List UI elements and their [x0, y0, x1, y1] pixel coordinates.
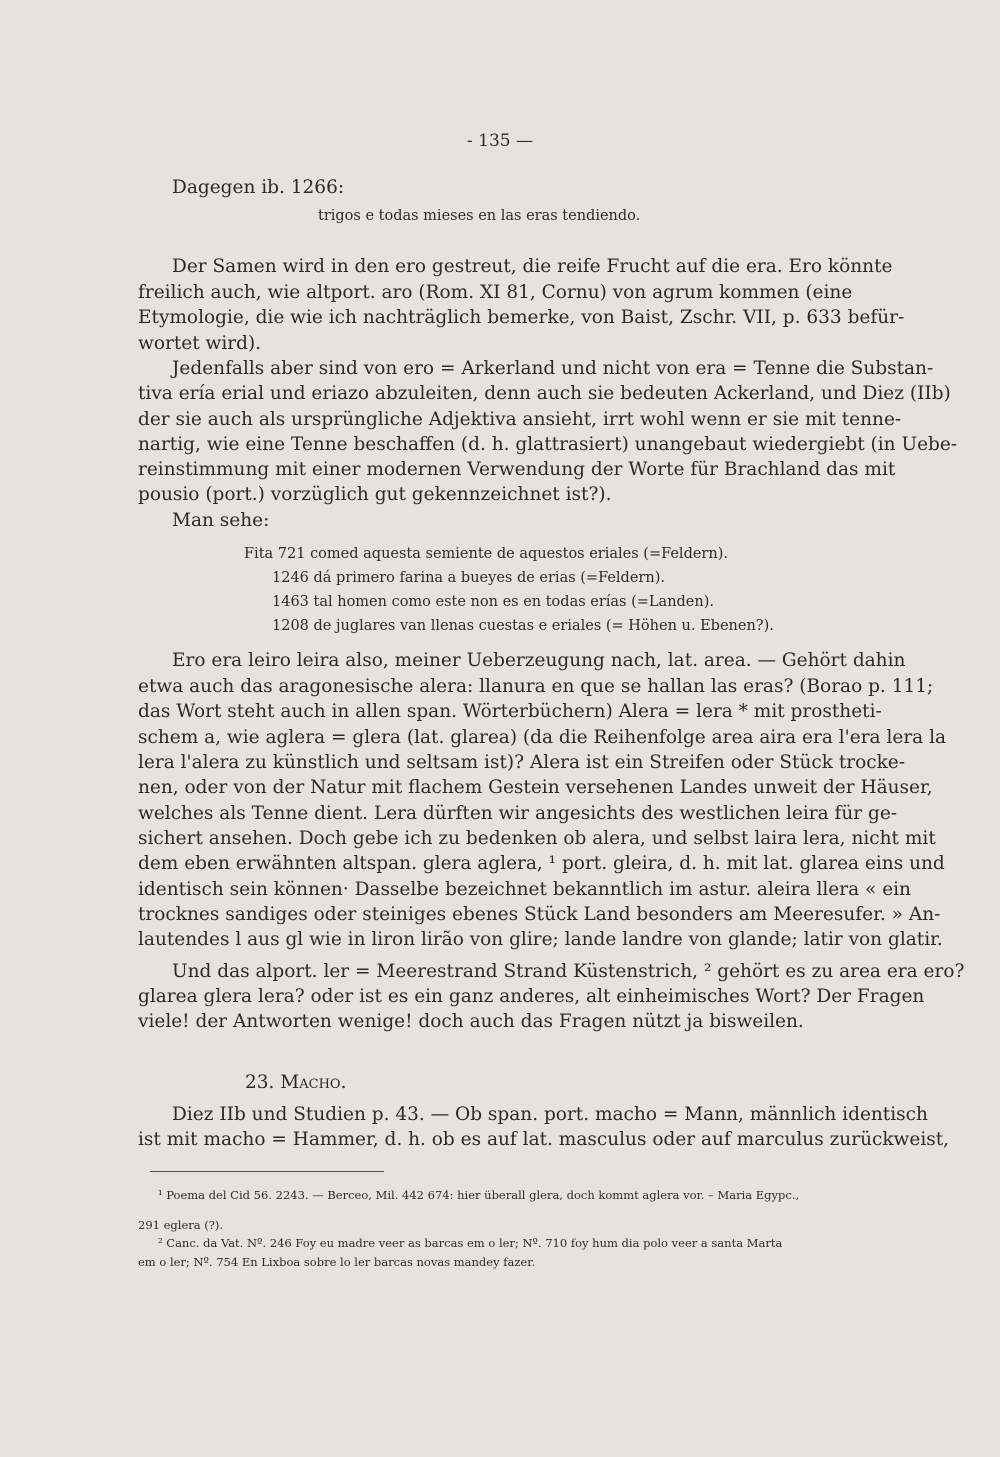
paragraph-line: schem a, wie aglera = glera (lat. glarea) (da die Reihenfolge area aira era l'era lera la: [138, 727, 947, 748]
paragraph-line: glarea glera lera? oder ist es ein ganz anderes, alt einheimisches Wort? Der Fragen: [138, 986, 925, 1007]
paragraph-line: tiva ería erial und eriazo abzuleiten, denn auch sie bedeuten Ackerland, und Diez (IIb): [138, 383, 951, 404]
paragraph-line: sichert ansehen. Doch gebe ich zu bedenken ob alera, und selbst laira lera, nicht mit: [138, 828, 936, 849]
citation-line: 1208 de juglares van llenas cuestas e eriales (= Höhen u. Ebenen?).: [272, 618, 774, 634]
section-heading: 23. Macho.: [245, 1072, 347, 1093]
paragraph-line: dem eben erwähnten altspan. glera aglera, ¹ port. gleira, d. h. mit lat. glarea eins und: [138, 853, 945, 874]
paragraph-line: freilich auch, wie altport. aro (Rom. XI 81, Cornu) von agrum kommen (eine: [138, 282, 853, 303]
page-number: - 135 —: [467, 131, 533, 151]
header-line: Dagegen ib. 1266:: [172, 177, 345, 198]
footnote-line: em o ler; Nº. 754 En Lixboa sobre lo ler barcas novas mandey fazer.: [138, 1255, 536, 1269]
paragraph-line: Ero era leiro leira also, meiner Ueberzeugung nach, lat. area. — Gehört dahin: [172, 650, 906, 671]
paragraph-line: das Wort steht auch in allen span. Wörterbüchern) Alera = lera * mit prostheti-: [138, 701, 882, 722]
paragraph-line: nartig, wie eine Tenne beschaffen (d. h. glattrasiert) unangebaut wiedergiebt (in Uebe-: [138, 434, 958, 455]
paragraph-line: trocknes sandiges oder steiniges ebenes Stück Land besonders am Meeresufer. » An-: [138, 904, 941, 925]
paragraph-line: wortet wird).: [138, 333, 262, 354]
paragraph-line: identisch sein können· Dasselbe bezeichnet bekanntlich im astur. aleira llera « ein: [138, 879, 911, 900]
footnote-rule: [150, 1171, 384, 1172]
paragraph-line: Etymologie, die wie ich nachträglich bemerke, von Baist, Zschr. VII, p. 633 befür-: [138, 307, 905, 328]
paragraph-line: Der Samen wird in den ero gestreut, die reife Frucht auf die era. Ero könnte: [172, 256, 893, 277]
man-sehe-line: Man sehe:: [172, 510, 270, 531]
quote-line: trigos e todas mieses en las eras tendiendo.: [318, 208, 641, 224]
paragraph-line: Und das alport. ler = Meerestrand Strand Küstenstrich, ² gehört es zu area era ero?: [172, 961, 965, 982]
paragraph-line: reinstimmung mit einer modernen Verwendung der Worte für Brachland das mit: [138, 459, 896, 480]
paragraph-line: nen, oder von der Natur mit flachem Gestein versehenen Landes unweit der Häuser,: [138, 777, 933, 798]
paragraph-line: viele! der Antworten wenige! doch auch das Fragen nützt ja bisweilen.: [138, 1011, 804, 1032]
footnote-line: ¹ Poema del Cid 56. 2243. — Berceo, Mil. 442 674: hier überall glera, doch kommt aglera vor. – Maria Egypc.,: [158, 1188, 800, 1202]
citation-line: 1463 tal homen como este non es en todas erías (=Landen).: [272, 594, 714, 610]
paragraph-line: der sie auch als ursprüngliche Adjektiva ansieht, irrt wohl wenn er sie mit tenne-: [138, 409, 902, 430]
paragraph-line: Diez IIb und Studien p. 43. — Ob span. port. macho = Mann, männlich identisch: [172, 1104, 928, 1125]
paragraph-line: lera l'alera zu künstlich und seltsam ist)? Alera ist ein Streifen oder Stück trocke-: [138, 752, 906, 773]
footnote-line: ² Canc. da Vat. Nº. 246 Foy eu madre veer as barcas em o ler; Nº. 710 foy hum dia polo veer a santa Marta: [158, 1236, 783, 1250]
citation-line: Fita 721 comed aquesta semiente de aquestos eriales (=Feldern).: [244, 546, 728, 562]
paragraph-line: pousio (port.) vorzüglich gut gekennzeichnet ist?).: [138, 484, 612, 505]
paragraph-line: ist mit macho = Hammer, d. h. ob es auf lat. masculus oder auf marculus zurückweist,: [138, 1129, 950, 1150]
paragraph-line: Jedenfalls aber sind von ero = Arkerland und nicht von era = Tenne die Substan-: [172, 358, 934, 379]
citation-line: 1246 dá primero farina a bueyes de erias (=Feldern).: [272, 570, 665, 586]
paragraph-line: lautendes l aus gl wie in liron lirão von glire; lande landre von glande; latir von glatir.: [138, 929, 943, 950]
paragraph-line: welches als Tenne dient. Lera dürften wir angesichts des westlichen leira für ge-: [138, 803, 898, 824]
paragraph-line: etwa auch das aragonesische alera: llanura en que se hallan las eras? (Borao p. 111;: [138, 676, 934, 697]
footnote-line: 291 eglera (?).: [138, 1218, 224, 1232]
